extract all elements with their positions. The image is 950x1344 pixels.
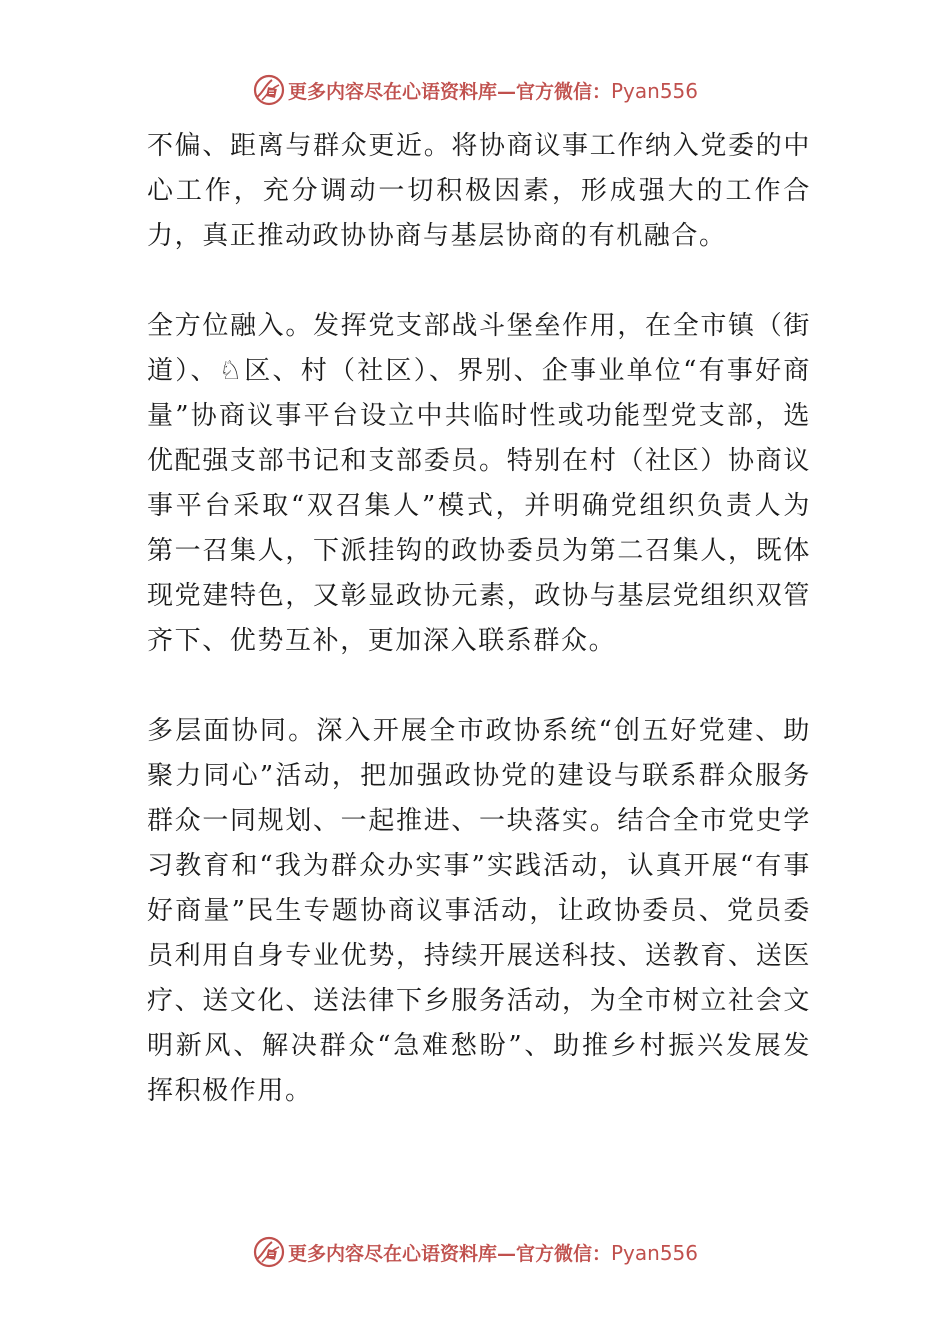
paragraph-2: 全方位融入。发挥党支部战斗堡垒作用，在全市镇（街道）、♘区、村（社区）、界别、企事业单位“有事好商量”协商议事平台设立中共临时性或功能型党支部，选优配强支部书记和支部委员。特别在村（社区）协商议事平台采取“双召集人”模式，并明确党组织负责人为第一召集人，下派挂钩的政协委员为第二召集人，既体现党建特色，又彰显政协元素，政协与基层党组织双管齐下、优势互补，更加深入联系群众。 xyxy=(147,311,811,656)
logo-icon xyxy=(252,73,286,107)
logo-icon xyxy=(252,1235,286,1269)
paragraph-1: 不偏、距离与群众更近。将协商议事工作纳入党委的中心工作，充分调动一切积极因素，形成强大的工作合力，真正推动政协协商与基层协商的有机融合。 xyxy=(147,131,811,251)
wechat-id: Pyan556 xyxy=(611,1240,699,1265)
banner-text: 更多内容尽在心语资料库—官方微信：Pyan556 xyxy=(287,1240,699,1265)
wechat-id: Pyan556 xyxy=(611,78,699,103)
paragraph-3: 多层面协同。深入开展全市政协系统“创五好党建、助聚力同心”活动，把加强政协党的建设与联系群众服务群众一同规划、一起推进、一块落实。结合全市党史学习教育和“我为群众办实事”实践活动，认真开展“有事好商量”民生专题协商议事活动，让政协委员、党员委员利用自身专业优势，持续开展送科技、送教育、送医疗、送文化、送法律下乡服务活动，为全市树立社会文明新风、解决群众“急难愁盼”、助推乡村振兴发展发挥积极作用。 xyxy=(147,716,812,1106)
header-banner xyxy=(0,72,950,108)
document-body xyxy=(147,124,811,1114)
banner-text: 更多内容尽在心语资料库—官方微信：Pyan556 xyxy=(287,78,699,103)
footer-banner xyxy=(0,1234,950,1270)
